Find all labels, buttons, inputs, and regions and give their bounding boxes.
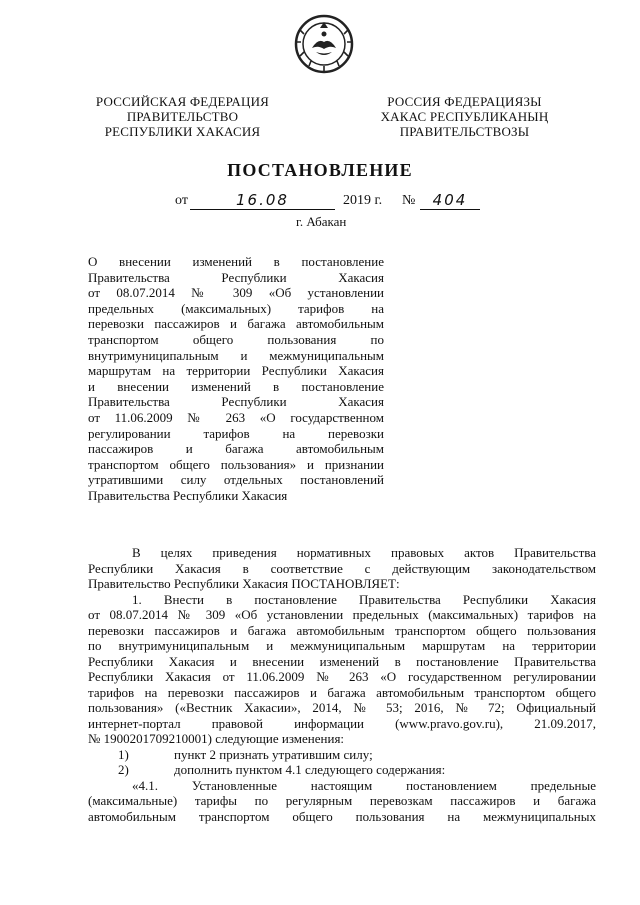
header-left-line: РОССИЙСКАЯ ФЕДЕРАЦИЯ <box>95 94 270 109</box>
paragraph-line: тарифов на перевозки пассажиров и багажа автомобильным транспортом общего <box>88 684 596 700</box>
subject-line: Правительства Республики Хакасия <box>88 269 384 285</box>
subject-block <box>88 254 384 504</box>
paragraph-line: «4.1. Установленные настоящим постановлением предельные <box>132 777 596 793</box>
subject-line: Правительства Республики Хакасия <box>88 394 384 410</box>
date-value: 16.08 <box>190 193 335 210</box>
header-left-block <box>70 94 295 139</box>
body-text <box>88 545 596 824</box>
document-number: 404 <box>420 193 480 210</box>
list-item-text: пункт 2 признать утратившим силу; <box>174 746 373 762</box>
subject-line: О внесении изменений в постановление <box>88 254 384 269</box>
paragraph-line: Республики Хакасия в соответствие с действующим законодательством <box>88 560 596 576</box>
subject-line: предельных (максимальных) тарифов на <box>88 300 384 316</box>
paragraph-line: интернет-портал правовой информации (www.pravo.gov.ru), 21.09.2017, <box>88 715 596 731</box>
paragraph-line: 1. Внести в постановление Правительства Республики Хакасия <box>132 591 596 607</box>
paragraph-line: Республики Хакасия и внесении изменений в постановление Правительства <box>88 653 596 669</box>
subject-line: внутримуниципальным и межмуниципальным <box>88 347 384 363</box>
header-left-line: РЕСПУБЛИКИ ХАКАСИЯ <box>104 124 261 139</box>
paragraph-line: Правительство Республики Хакасия ПОСТАНОВЛЯЕТ: <box>88 576 400 591</box>
header-right-block <box>352 94 577 139</box>
subject-line: транспортом общего пользования» и признании <box>88 456 384 472</box>
paragraph-line: по внутримуниципальным и межмуниципальным маршрутам на территории <box>88 638 596 653</box>
number-sign: № <box>402 193 416 208</box>
header-right-line: ХАКАС РЕСПУБЛИКАНЫҢ <box>380 109 549 124</box>
paragraph-line: пользования» («Вестник Хакасии», 2014, № 53; 2016, № 72; Официальный <box>88 700 596 715</box>
subject-line: Правительства Республики Хакасия <box>88 487 288 503</box>
coat-of-arms-emblem <box>292 12 356 76</box>
header-left-line: ПРАВИТЕЛЬСТВО <box>126 109 239 124</box>
header-right-line: ПРАВИТЕЛЬСТВОЗЫ <box>399 124 530 139</box>
document-title: ПОСТАНОВЛЕНИЕ <box>227 160 413 180</box>
list-item <box>88 747 596 763</box>
paragraph-line: от 08.07.2014 № 309 «Об установлении предельных (максимальных) тарифов на <box>88 607 596 622</box>
date-line <box>0 193 640 213</box>
date-prefix: от <box>175 193 188 208</box>
city-label: г. Абакан <box>296 214 347 229</box>
subject-line: утратившими силу отдельных постановлений <box>88 472 384 488</box>
list-item-text: дополнить пунктом 4.1 следующего содержания: <box>174 762 446 777</box>
list-item-number: 2) <box>118 762 129 777</box>
subject-line: регулировании тарифов на перевозки <box>88 425 384 441</box>
paragraph-line: В целях приведения нормативных правовых актов Правительства <box>132 545 596 560</box>
subject-line: от 08.07.2014 № 309 «Об установлении <box>88 285 384 301</box>
subject-line: перевозки пассажиров и багажа автомобильным <box>88 316 384 332</box>
subject-line: транспортом общего пользования по <box>88 331 384 347</box>
list-item <box>88 762 596 778</box>
paragraph-line: перевозки пассажиров и багажа автомобильным транспортом общего пользования <box>88 622 596 638</box>
subject-line: от 11.06.2009 № 263 «О государственном <box>88 409 384 425</box>
subject-line: пассажиров и багажа автомобильным <box>88 441 384 457</box>
header-right-line: РОССИЯ ФЕДЕРАЦИЯЗЫ <box>387 94 542 109</box>
subject-line: и внесении изменений в постановление <box>88 378 384 394</box>
date-year: 2019 г. <box>343 193 383 208</box>
paragraph-line: (максимальные) тарифы по регулярным перевозкам пассажиров и багажа <box>88 793 596 808</box>
list-item-number: 1) <box>118 746 129 762</box>
paragraph-line: № 1900201709210001) следующие изменения: <box>88 731 345 746</box>
paragraph-line: автомобильным транспортом общего пользования на межмуниципальных <box>88 808 596 824</box>
paragraph-line: Республики Хакасия от 11.06.2009 № 263 «О государственном регулировании <box>88 669 596 684</box>
subject-line: маршрутам на территории Республики Хакасия <box>88 363 384 379</box>
